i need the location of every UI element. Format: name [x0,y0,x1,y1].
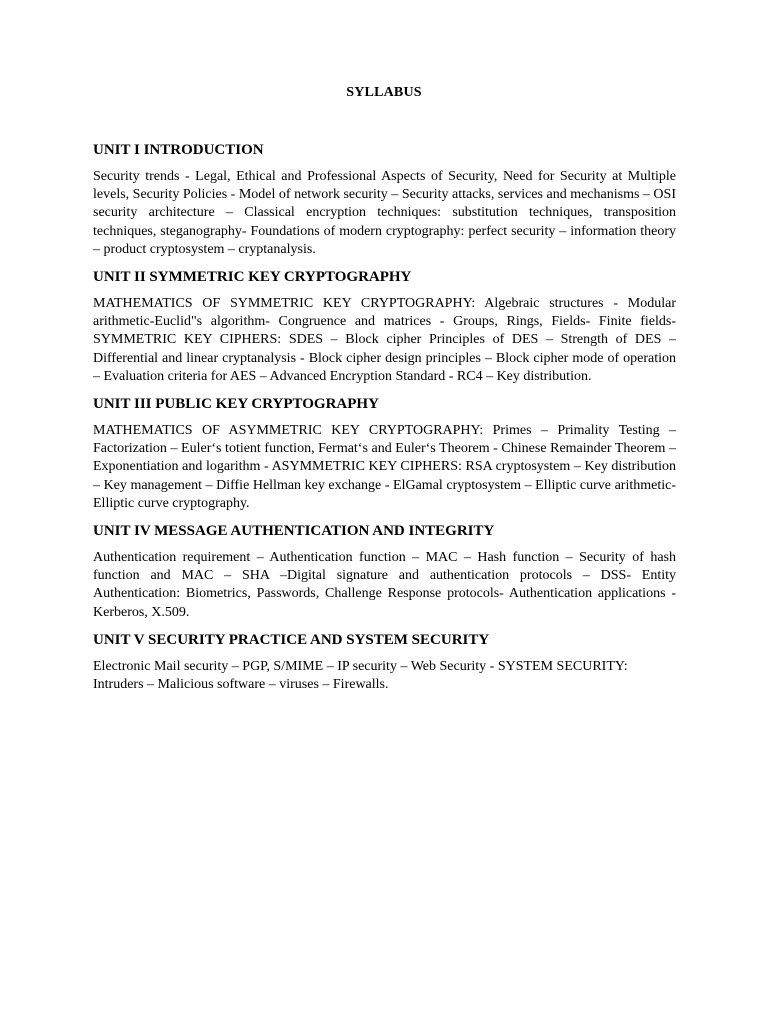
unit-4-heading: UNIT IV MESSAGE AUTHENTICATION AND INTEGRITY [93,523,495,540]
page-title: SYLLABUS [346,85,422,100]
unit-2-section [93,268,676,386]
unit-1-section [93,141,676,259]
unit-5-heading: UNIT V SECURITY PRACTICE AND SYSTEM SECURITY [93,631,490,648]
unit-2-heading: UNIT II SYMMETRIC KEY CRYPTOGRAPHY [93,269,412,286]
unit-5-topics: Electronic Mail security – PGP, S/MIME – IP security – Web Security - SYSTEM SECURITY: Intruders – Malicious software – viruses – Firewalls. [93,658,628,693]
unit-1-topics: Security trends - Legal, Ethical and Professional Aspects of Security, Need for Security at Multiple levels, Security Policies - Model of network security – Security attacks, services and mechanisms – OSI security architecture – Classical encryption techniques: substitution techniques, transposition techniques, steganography- Foundations of modern cryptography: perfect security – information theory – product cryptosystem – cryptanalysis. [93,169,676,257]
unit-3-heading: UNIT III PUBLIC KEY CRYPTOGRAPHY [93,396,379,413]
unit-2-topics: MATHEMATICS OF SYMMETRIC KEY CRYPTOGRAPHY: Algebraic structures - Modular arithmetic-Euclid"s algorithm- Congruence and matrices - Groups, Rings, Fields- Finite fields- SYMMETRIC KEY CIPHERS: SDES – Block cipher Principles of DES – Strength of DES – Differential and linear cryptanalysis - Block cipher design principles – Block cipher mode of operation – Evaluation criteria for AES – Advanced Encryption Standard - RC4 – Key distribution. [93,296,676,384]
unit-list [93,141,676,703]
unit-5-section [93,631,676,694]
unit-1-heading: UNIT I INTRODUCTION [93,142,264,158]
unit-3-topics: MATHEMATICS OF ASYMMETRIC KEY CRYPTOGRAPHY: Primes – Primality Testing – Factorization – Euler‘s totient function, Fermat‘s and Euler‘s Theorem - Chinese Remainder Theorem – Exponentiation and logarithm - ASYMMETRIC KEY CIPHERS: RSA cryptosystem – Key distribution – Key management – Diffie Hellman key exchange - ElGamal cryptosystem – Elliptic curve arithmetic-Elliptic curve cryptography. [93,423,676,511]
unit-4-topics: Authentication requirement – Authentication function – MAC – Hash function – Security of hash function and MAC – SHA –Digital signature and authentication protocols – DSS- Entity Authentication: Biometrics, Passwords, Challenge Response protocols- Authentication applications - Kerberos, X.509. [93,550,676,620]
unit-3-section [93,395,676,513]
unit-4-section [93,522,676,622]
